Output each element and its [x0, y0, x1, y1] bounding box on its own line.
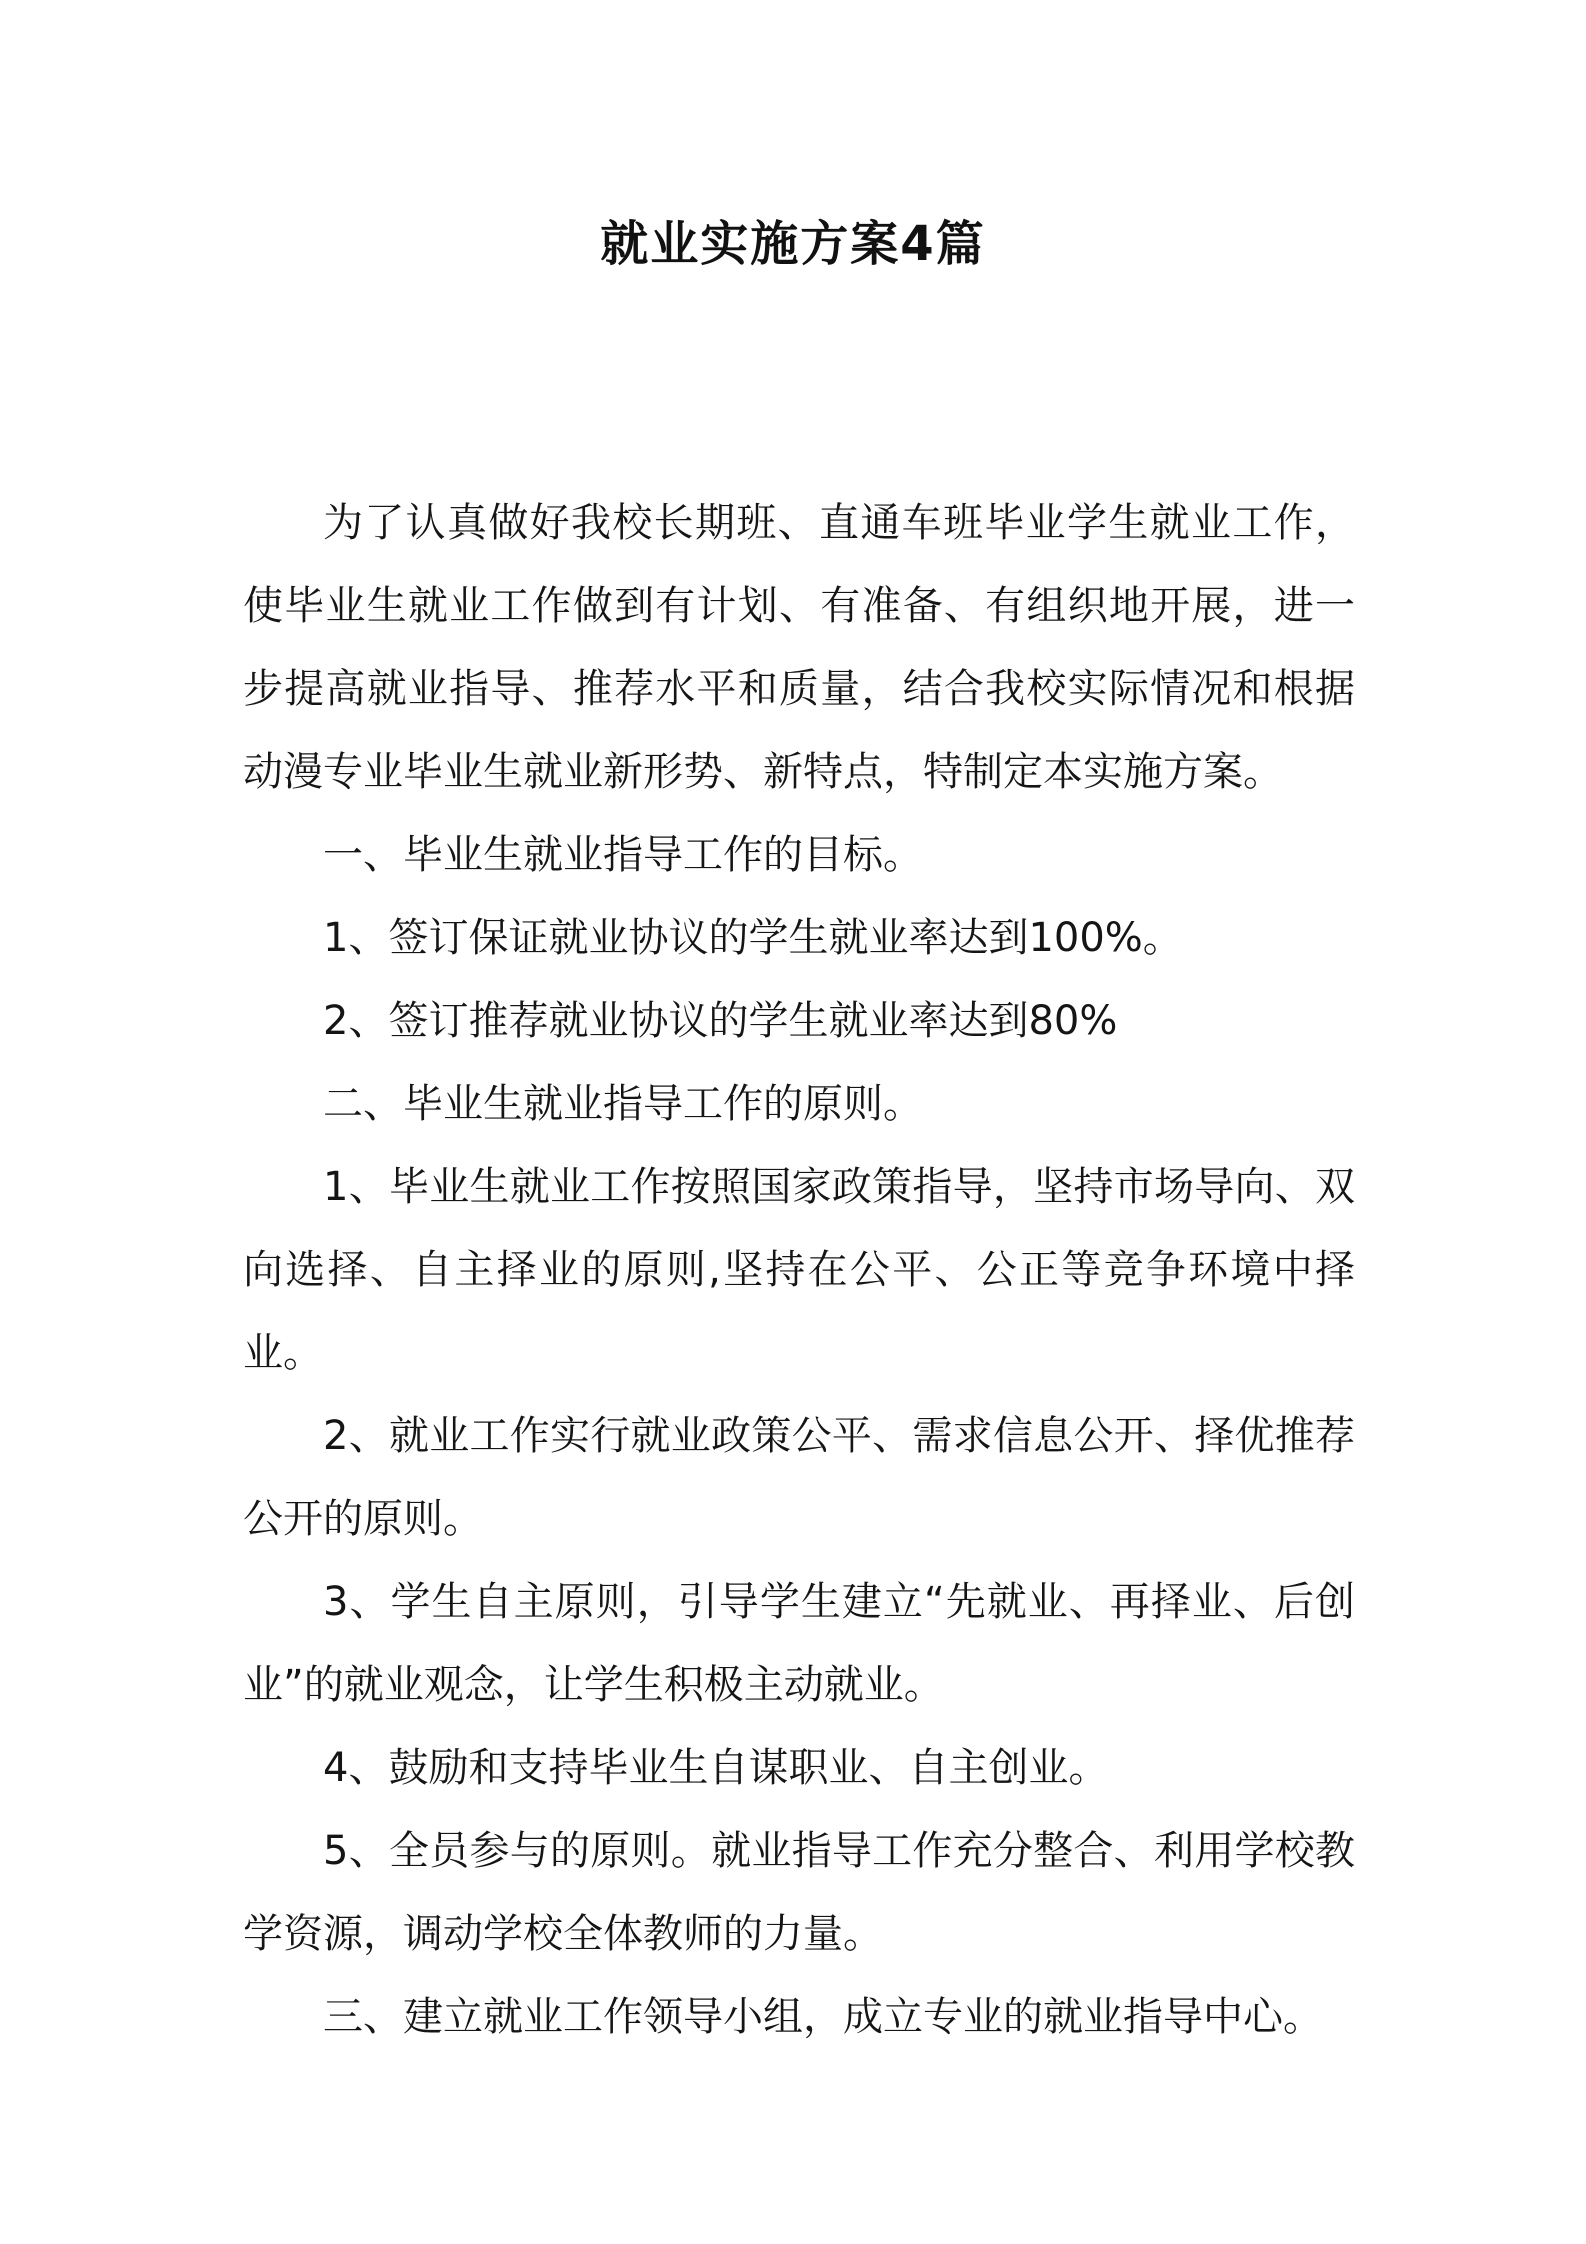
section-heading-leadership: 三、建立就业工作领导小组，成立专业的就业指导中心。 [323, 1994, 1323, 2040]
goal-item-1: 1、签订保证就业协议的学生就业率达到100%。 [323, 915, 1183, 961]
paragraph-intro: 为了认真做好我校长期班、直通车班毕业学生就业工作，使毕业生就业工作做到有计划、有准备、有组织地开展，进一步提高就业指导、推荐水平和质量，结合我校实际情况和根据动漫专业毕业生就业新形势、新特点，特制定本实施方案。 [243, 500, 1355, 795]
principle-item-3: 3、学生自主原则，引导学生建立“先就业、再择业、后创业”的就业观念，让学生积极主动就业。 [243, 1579, 1355, 1708]
principle-item-4: 4、鼓励和支持毕业生自谋职业、自主创业。 [323, 1745, 1109, 1791]
goal-item-2: 2、签订推荐就业协议的学生就业率达到80% [323, 998, 1118, 1044]
principle-item-1: 1、毕业生就业工作按照国家政策指导，坚持市场导向、双向选择、自主择业的原则,坚持在公平、公正等竞争环境中择业。 [243, 1164, 1355, 1376]
document-title: 就业实施方案4篇 [600, 216, 986, 272]
principle-item-2: 2、就业工作实行就业政策公平、需求信息公开、择优推荐公开的原则。 [243, 1413, 1355, 1542]
section-heading-goals: 一、毕业生就业指导工作的目标。 [323, 832, 923, 878]
section-heading-principles: 二、毕业生就业指导工作的原则。 [323, 1081, 923, 1127]
document-body [243, 482, 1355, 2059]
principle-item-5: 5、全员参与的原则。就业指导工作充分整合、利用学校教学资源，调动学校全体教师的力量。 [243, 1828, 1355, 1957]
